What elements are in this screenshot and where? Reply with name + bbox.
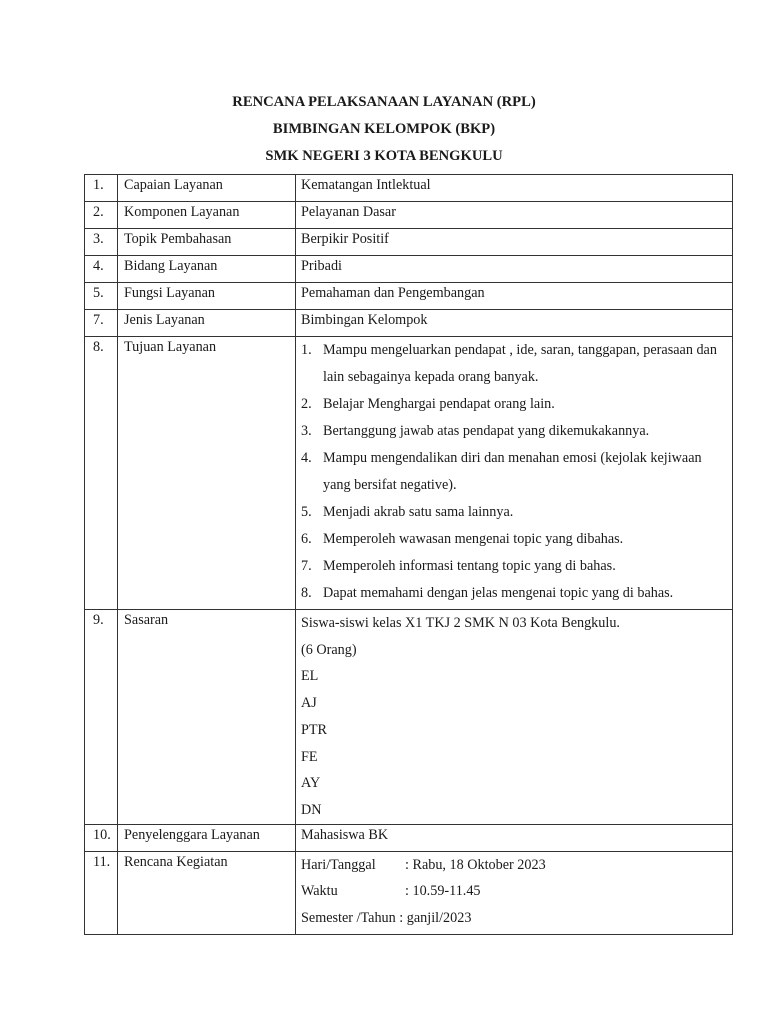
sasaran-line: Siswa-siswi kelas X1 TKJ 2 SMK N 03 Kota Bengkulu. [301, 615, 620, 631]
row-label: Jenis Layanan [118, 310, 296, 337]
list-item: 4. Mampu mengendalikan diri dan menahan emosi (kejolak kejiwaan yang bersifat negative). [301, 450, 702, 493]
table-row-tujuan [85, 337, 733, 610]
row-value: Pribadi [296, 256, 733, 283]
title-school: SMK NEGERI 3 KOTA BENGKULU [265, 148, 503, 164]
list-item: 8. Dapat memahami dengan jelas mengenai topic yang di bahas. [301, 585, 674, 601]
tujuan-list [301, 337, 732, 607]
sasaran-line: DN [301, 801, 322, 818]
row-label: Penyelenggara Layanan [118, 824, 296, 851]
row-value: Kematangan Intlektual [296, 175, 733, 202]
row-number: 5. [85, 283, 118, 310]
row-label: Topik Pembahasan [118, 229, 296, 256]
row-label: Rencana Kegiatan [118, 851, 296, 934]
document-header [0, 92, 768, 173]
row-value: Berpikir Positif [296, 229, 733, 256]
list-item: 3. Bertanggung jawab atas pendapat yang dikemukakannya. [301, 423, 650, 439]
table-row-penyelenggara [85, 824, 733, 851]
list-item: 1. Mampu mengeluarkan pendapat , ide, saran, tanggapan, perasaan dan lain sebagainya kepada orang banyak. [301, 342, 717, 385]
table-row [85, 283, 733, 310]
row-value: Bimbingan Kelompok [296, 310, 733, 337]
row-number: 11. [85, 851, 118, 934]
row-label: Tujuan Layanan [118, 337, 296, 610]
table-row-sasaran [85, 610, 733, 825]
row-number: 9. [85, 610, 118, 825]
sasaran-line: AY [301, 775, 321, 792]
row-value: Mahasiswa BK [296, 824, 733, 851]
list-item: 2. Belajar Menghargai pendapat orang lain. [301, 396, 555, 412]
sasaran-line: (6 Orang) [301, 641, 357, 658]
list-item: 7. Memperoleh informasi tentang topic yang di bahas. [301, 558, 616, 574]
row-label: Capaian Layanan [118, 175, 296, 202]
row-number: 7. [85, 310, 118, 337]
schedule-day: Hari/Tanggal : Rabu, 18 Oktober 2023 [301, 856, 546, 873]
row-number: 8. [85, 337, 118, 610]
sasaran-line: FE [301, 748, 318, 765]
row-number: 3. [85, 229, 118, 256]
row-number: 10. [85, 824, 118, 851]
rpl-table [84, 174, 733, 935]
table-row [85, 175, 733, 202]
table-row [85, 229, 733, 256]
row-number: 1. [85, 175, 118, 202]
row-label: Fungsi Layanan [118, 283, 296, 310]
row-value: Pelayanan Dasar [296, 202, 733, 229]
table-row [85, 310, 733, 337]
list-item: 5. Menjadi akrab satu sama lainnya. [301, 504, 514, 520]
rencana-cell [296, 851, 733, 934]
title-bkp: BIMBINGAN KELOMPOK (BKP) [272, 121, 496, 137]
row-label: Komponen Layanan [118, 202, 296, 229]
sasaran-line: PTR [301, 721, 328, 738]
row-number: 4. [85, 256, 118, 283]
table-row [85, 256, 733, 283]
tujuan-list-cell [296, 337, 733, 610]
sasaran-cell [296, 610, 733, 825]
title-rpl: RENCANA PELAKSANAAN LAYANAN (RPL) [232, 94, 536, 110]
sasaran-line: EL [301, 668, 319, 685]
list-item: 6. Memperoleh wawasan mengenai topic yang dibahas. [301, 531, 624, 547]
row-label: Sasaran [118, 610, 296, 825]
table-row-rencana [85, 851, 733, 934]
row-label: Bidang Layanan [118, 256, 296, 283]
row-number: 2. [85, 202, 118, 229]
table-row [85, 202, 733, 229]
sasaran-line: AJ [301, 695, 317, 712]
row-value: Pemahaman dan Pengembangan [296, 283, 733, 310]
schedule-semester: Semester /Tahun : ganjil/2023 [301, 909, 472, 926]
schedule-time: Waktu : 10.59-11.45 [301, 883, 481, 900]
